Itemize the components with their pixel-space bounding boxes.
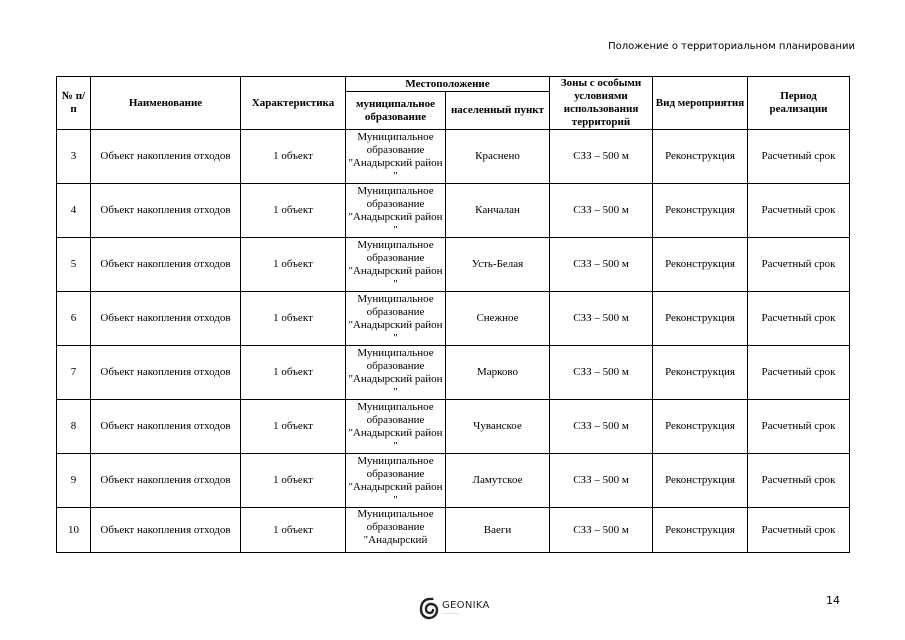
cell-zone: СЗЗ – 500 м	[550, 184, 653, 238]
cell-measure: Реконструкция	[653, 346, 748, 400]
header-municipality: муниципальное образование	[346, 92, 446, 130]
cell-name: Объект накопления отходов	[91, 130, 241, 184]
header-location: Местоположение	[346, 77, 550, 92]
page-number: 14	[826, 594, 840, 607]
cell-municipality: Муниципальное образование "Анадырский район "	[346, 184, 446, 238]
cell-zone: СЗЗ – 500 м	[550, 238, 653, 292]
page-header-title: Положение о территориальном планировании	[608, 41, 855, 52]
cell-num: 3	[57, 130, 91, 184]
table-row	[57, 184, 850, 238]
planning-table	[56, 76, 850, 553]
cell-name: Объект накопления отходов	[91, 292, 241, 346]
cell-measure: Реконструкция	[653, 184, 748, 238]
cell-municipality: Муниципальное образование "Анадырский район "	[346, 130, 446, 184]
table-row	[57, 238, 850, 292]
geonika-spiral-logo-icon	[419, 596, 439, 620]
cell-zone: СЗЗ – 500 м	[550, 454, 653, 508]
cell-municipality: Муниципальное образование "Анадырский район "	[346, 346, 446, 400]
logo-name: GEONIKA	[442, 600, 490, 611]
cell-num: 10	[57, 508, 91, 553]
cell-name: Объект накопления отходов	[91, 238, 241, 292]
cell-name: Объект накопления отходов	[91, 184, 241, 238]
cell-characteristic: 1 объект	[241, 346, 346, 400]
cell-num: 5	[57, 238, 91, 292]
cell-period: Расчетный срок	[748, 292, 850, 346]
cell-name: Объект накопления отходов	[91, 508, 241, 553]
cell-settlement: Краснено	[446, 130, 550, 184]
cell-municipality	[346, 508, 446, 553]
cell-zone: СЗЗ – 500 м	[550, 292, 653, 346]
cell-characteristic: 1 объект	[241, 130, 346, 184]
cell-period: Расчетный срок	[748, 184, 850, 238]
cell-num: 9	[57, 454, 91, 508]
cell-settlement: Ламутское	[446, 454, 550, 508]
cell-num: 7	[57, 346, 91, 400]
table-row	[57, 454, 850, 508]
cell-zone: СЗЗ – 500 м	[550, 130, 653, 184]
header-zones: Зоны с особыми условиями использования территорий	[550, 77, 653, 130]
cell-settlement: Ваеги	[446, 508, 550, 553]
cell-characteristic: 1 объект	[241, 400, 346, 454]
cell-municipality: Муниципальное образование "Анадырский район "	[346, 454, 446, 508]
cell-characteristic: 1 объект	[241, 292, 346, 346]
header-name: Наименование	[91, 77, 241, 130]
cell-characteristic: 1 объект	[241, 508, 346, 553]
cell-settlement: Канчалан	[446, 184, 550, 238]
cell-num: 8	[57, 400, 91, 454]
cell-name: Объект накопления отходов	[91, 400, 241, 454]
table-row	[57, 292, 850, 346]
cell-period: Расчетный срок	[748, 346, 850, 400]
cell-num: 4	[57, 184, 91, 238]
table-row	[57, 508, 850, 553]
header-num: № п/п	[57, 77, 91, 130]
cell-num: 6	[57, 292, 91, 346]
cell-period: Расчетный срок	[748, 130, 850, 184]
cell-characteristic: 1 объект	[241, 454, 346, 508]
cell-municipality-text: Муниципальное образование "Анадырский	[357, 508, 434, 546]
header-characteristic: Характеристика	[241, 77, 346, 130]
header-measure: Вид мероприятия	[653, 77, 748, 130]
table-row	[57, 346, 850, 400]
header-settlement: населенный пункт	[446, 92, 550, 130]
cell-period: Расчетный срок	[748, 454, 850, 508]
cell-measure: Реконструкция	[653, 400, 748, 454]
cell-period: Расчетный срок	[748, 508, 850, 553]
cell-characteristic: 1 объект	[241, 184, 346, 238]
cell-settlement: Снежное	[446, 292, 550, 346]
cell-zone: СЗЗ – 500 м	[550, 346, 653, 400]
header-period: Период реализации	[748, 77, 850, 130]
cell-measure: Реконструкция	[653, 238, 748, 292]
geonika-logo	[419, 595, 490, 621]
cell-period: Расчетный срок	[748, 400, 850, 454]
cell-measure: Реконструкция	[653, 454, 748, 508]
cell-settlement: Марково	[446, 346, 550, 400]
logo-subline: ——————	[442, 611, 460, 615]
table-row	[57, 130, 850, 184]
cell-municipality: Муниципальное образование "Анадырский район "	[346, 292, 446, 346]
cell-municipality: Муниципальное образование "Анадырский район "	[346, 400, 446, 454]
cell-settlement: Чуванское	[446, 400, 550, 454]
table-row	[57, 400, 850, 454]
cell-zone: СЗЗ – 500 м	[550, 508, 653, 553]
cell-period: Расчетный срок	[748, 238, 850, 292]
cell-municipality: Муниципальное образование "Анадырский район "	[346, 238, 446, 292]
cell-measure: Реконструкция	[653, 130, 748, 184]
cell-measure: Реконструкция	[653, 292, 748, 346]
cell-name: Объект накопления отходов	[91, 454, 241, 508]
cell-zone: СЗЗ – 500 м	[550, 400, 653, 454]
cell-name: Объект накопления отходов	[91, 346, 241, 400]
cell-measure: Реконструкция	[653, 508, 748, 553]
cell-characteristic: 1 объект	[241, 238, 346, 292]
cell-settlement: Усть-Белая	[446, 238, 550, 292]
